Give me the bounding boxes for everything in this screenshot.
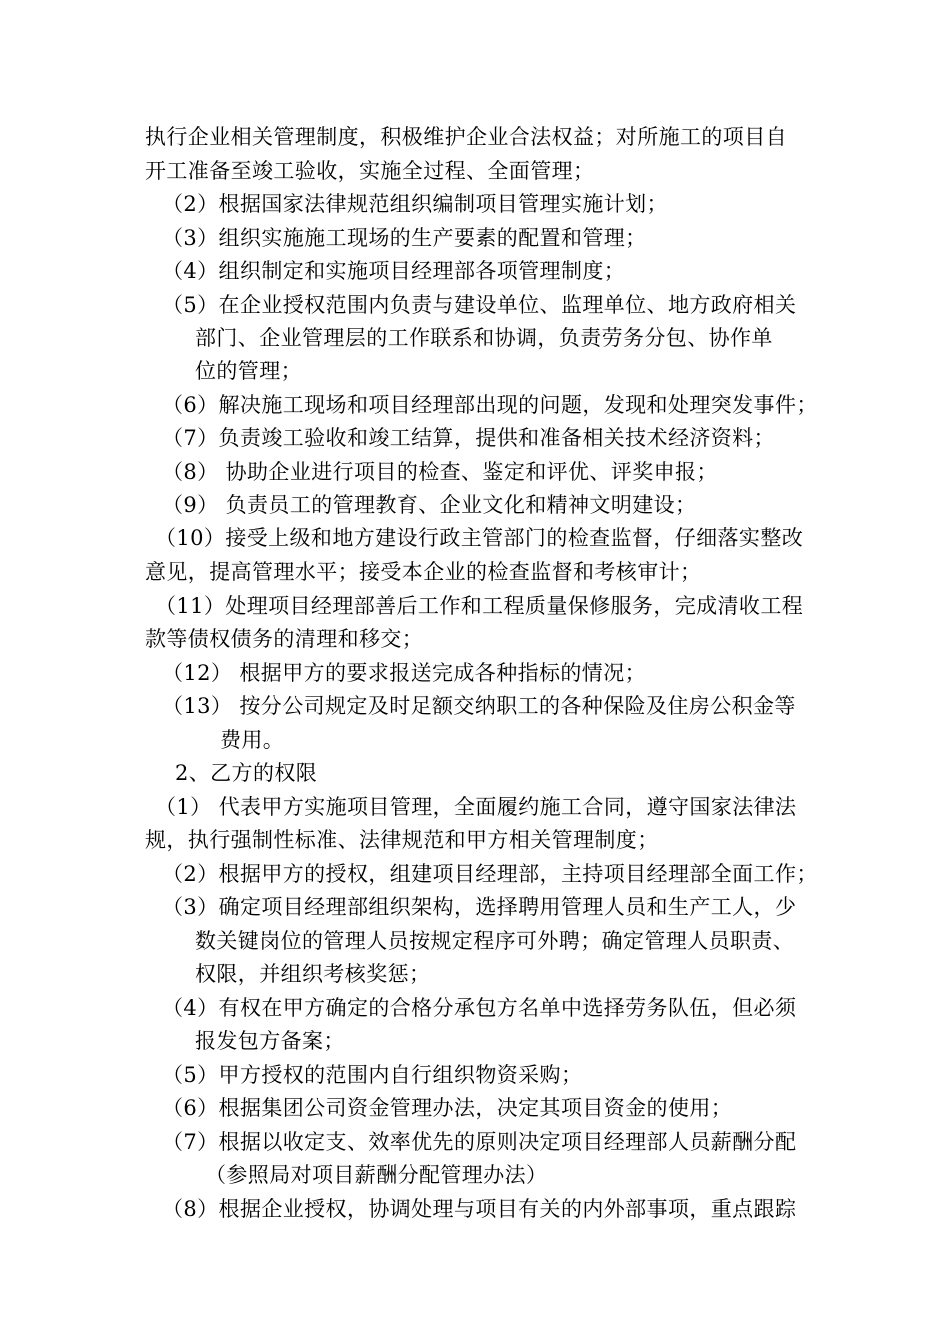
list-item-13: （13） 按分公司规定及时足额交纳职工的各种保险及住房公积金等	[162, 694, 796, 718]
list-item-8: （8）根据企业授权，协调处理与项目有关的内外部事项，重点跟踪	[162, 1197, 797, 1221]
list-item-7: （7）负责竣工验收和竣工结算，提供和准备相关技术经济资料；	[162, 426, 775, 450]
list-item-11: （11）处理项目经理部善后工作和工程质量保修服务，完成清收工程	[155, 594, 804, 618]
list-item-5-cont: 位的管理；	[195, 359, 302, 383]
list-item-4-cont: 报发包方备案；	[195, 1029, 345, 1053]
list-item-9: （9） 负责员工的管理教育、企业文化和精神文明建设；	[162, 493, 697, 517]
list-item-10: （10）接受上级和地方建设行政主管部门的检查监督，仔细落实整改	[155, 526, 804, 550]
list-item-7: （7）根据以收定支、效率优先的原则决定项目经理部人员薪酬分配	[162, 1130, 797, 1154]
list-item-1: （1） 代表甲方实施项目管理，全面履约施工合同，遵守国家法律法	[155, 795, 797, 819]
list-item-6: （6）解决施工现场和项目经理部出现的问题，发现和处理突发事件；	[162, 393, 818, 417]
list-item-12: （12） 根据甲方的要求报送完成各种指标的情况；	[162, 661, 646, 685]
text-line: 执行企业相关管理制度，积极维护企业合法权益；对所施工的项目自	[145, 125, 787, 149]
list-item-5: （5）甲方授权的范围内自行组织物资采购；	[162, 1063, 583, 1087]
list-item-13-cont: 费用。	[220, 728, 285, 752]
list-item-5-cont: 部门、企业管理层的工作联系和协调，负责劳务分包、协作单	[195, 326, 773, 350]
list-item-4: （4）有权在甲方确定的合格分承包方名单中选择劳务队伍，但必须	[162, 996, 797, 1020]
list-item-3-cont: 权限，并组织考核奖惩；	[195, 962, 431, 986]
list-item-8: （8） 协助企业进行项目的检查、鉴定和评优、评奖申报；	[162, 460, 718, 484]
list-item-2: （2）根据甲方的授权，组建项目经理部，主持项目经理部全面工作；	[162, 862, 818, 886]
list-item-5: （5）在企业授权范围内负责与建设单位、监理单位、地方政府相关	[162, 293, 797, 317]
list-item-3: （3）组织实施施工现场的生产要素的配置和管理；	[162, 226, 647, 250]
list-item-3-cont: 数关键岗位的管理人员按规定程序可外聘；确定管理人员职责、	[195, 929, 795, 953]
list-item-3: （3）确定项目经理部组织架构，选择聘用管理人员和生产工人，少	[162, 895, 797, 919]
list-item-11-cont: 款等债权债务的清理和移交；	[145, 627, 424, 651]
list-item-4: （4）组织制定和实施项目经理部各项管理制度；	[162, 259, 626, 283]
list-item-1-cont: 规，执行强制性标准、法律规范和甲方相关管理制度；	[145, 828, 659, 852]
list-item-7-cont: （参照局对项目薪酬分配管理办法）	[205, 1163, 548, 1187]
list-item-2: （2）根据国家法律规范组织编制项目管理实施计划；	[162, 192, 668, 216]
list-item-10-cont: 意见，提高管理水平；接受本企业的检查监督和考核审计；	[145, 560, 702, 584]
list-item-6: （6）根据集团公司资金管理办法，决定其项目资金的使用；	[162, 1096, 733, 1120]
section-heading: 2、乙方的权限	[175, 761, 318, 785]
text-line: 开工准备至竣工验收，实施全过程、全面管理；	[145, 159, 595, 183]
